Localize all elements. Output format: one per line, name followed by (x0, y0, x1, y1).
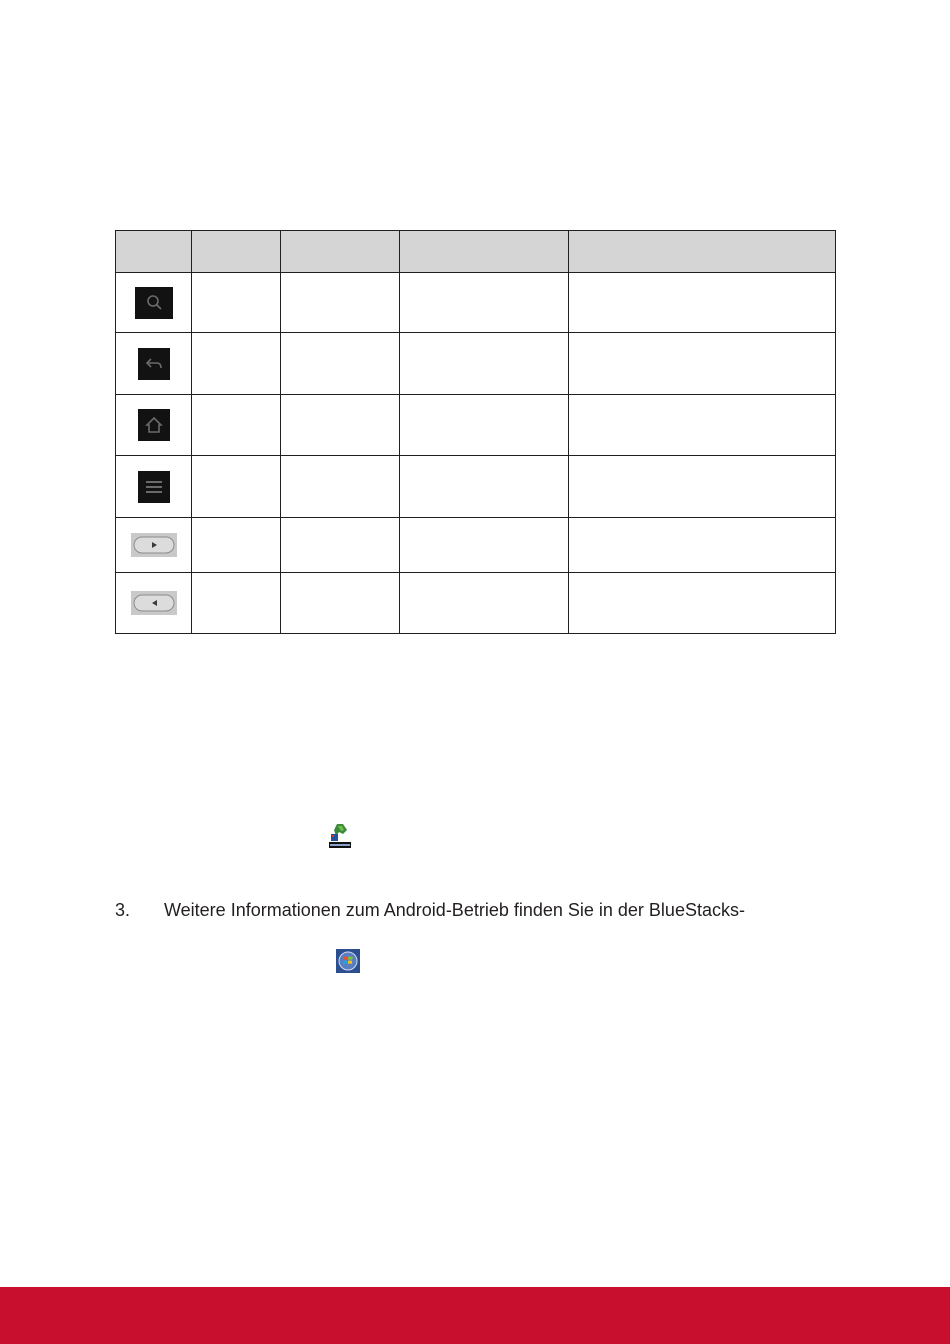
table-cell (569, 395, 836, 456)
table-cell (281, 273, 400, 333)
bluestacks-app-icon (329, 822, 351, 848)
step-3 (115, 899, 745, 921)
table-header-cell (569, 231, 836, 273)
key-table (115, 230, 836, 634)
windows-start-icon (336, 949, 360, 973)
table-cell (192, 395, 281, 456)
table-icon-cell (116, 273, 192, 333)
table-cell (569, 456, 836, 518)
table-header-cell (281, 231, 400, 273)
table-row (116, 518, 836, 573)
home-icon (138, 409, 170, 441)
table-row (116, 395, 836, 456)
table-header-row (116, 231, 836, 273)
table-cell (400, 573, 569, 634)
table-cell (400, 518, 569, 573)
play-left-icon (131, 591, 177, 615)
table-cell (400, 395, 569, 456)
table-icon-cell (116, 333, 192, 395)
table-header-cell (116, 231, 192, 273)
table-row (116, 573, 836, 634)
table-cell (569, 573, 836, 634)
table-cell (281, 333, 400, 395)
table-icon-cell (116, 518, 192, 573)
table-cell (400, 273, 569, 333)
footer-bar (0, 1287, 950, 1344)
table-header-cell (400, 231, 569, 273)
search-icon (135, 287, 173, 319)
table-cell (192, 518, 281, 573)
step-number: 3. (115, 900, 131, 920)
table-row (116, 333, 836, 395)
table-cell (192, 573, 281, 634)
table-cell (192, 456, 281, 518)
table-row (116, 273, 836, 333)
play-right-icon (131, 533, 177, 557)
table-cell (569, 518, 836, 573)
table-icon-cell (116, 395, 192, 456)
back-arrow-icon (138, 348, 170, 380)
table-header-cell (192, 231, 281, 273)
table-cell (569, 273, 836, 333)
table-row (116, 456, 836, 518)
table-cell (400, 456, 569, 518)
table-icon-cell (116, 456, 192, 518)
menu-icon (138, 471, 170, 503)
table-cell (192, 333, 281, 395)
table-cell (281, 456, 400, 518)
table-cell (400, 333, 569, 395)
step-text: Weitere Informationen zum Android-Betrieb finden Sie in der BlueStacks- (164, 900, 745, 920)
table-cell (569, 333, 836, 395)
table-cell (281, 573, 400, 634)
table-cell (192, 273, 281, 333)
table-cell (281, 395, 400, 456)
table-cell (281, 518, 400, 573)
table-icon-cell (116, 573, 192, 634)
